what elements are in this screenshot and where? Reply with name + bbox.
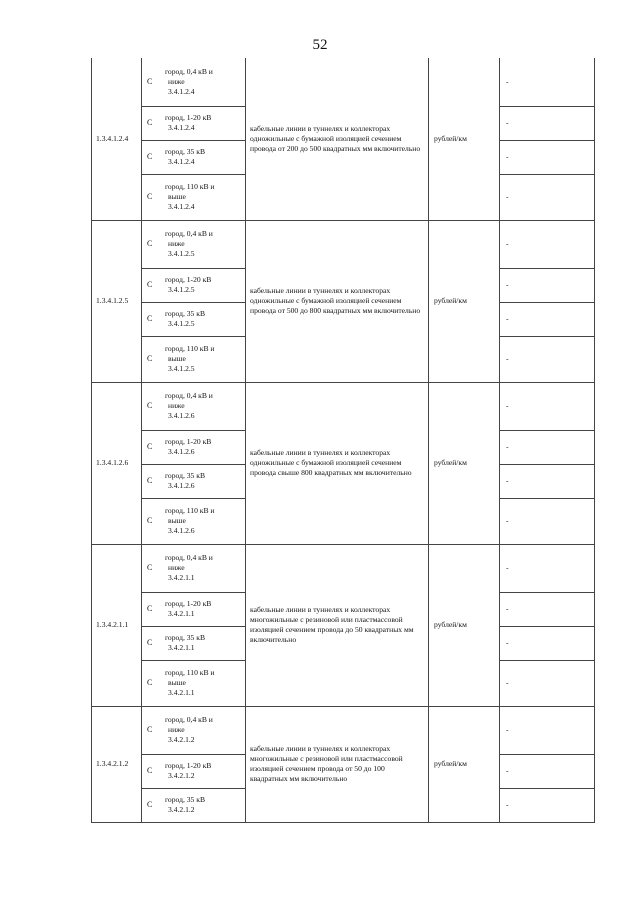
category-mark: С <box>147 766 153 775</box>
price-cell: - <box>500 382 595 430</box>
condition-line: 3.4.2.1.1 <box>168 609 195 618</box>
condition-line: 3.4.2.1.1 <box>168 573 195 582</box>
condition-line: город, 0,4 кВ и <box>165 715 213 724</box>
condition-line: выше <box>168 516 186 525</box>
condition-line: город, 35 кВ <box>165 471 206 480</box>
item-code: 1.3.4.1.2.4 <box>92 58 142 220</box>
item-code: 1.3.4.1.2.5 <box>92 220 142 382</box>
condition-line: ниже <box>168 725 185 734</box>
condition-line: выше <box>168 354 186 363</box>
condition-line: город, 35 кВ <box>165 147 206 156</box>
conditions-cell <box>142 430 246 464</box>
conditions-cell <box>142 268 246 302</box>
price-cell: - <box>500 754 595 788</box>
condition-line: 3.4.2.1.1 <box>168 643 195 652</box>
condition-line: ниже <box>168 239 185 248</box>
table-row <box>92 382 595 430</box>
condition-line: город, 1-20 кВ <box>165 761 212 770</box>
condition-line: 3.4.2.1.2 <box>168 771 195 780</box>
category-mark: С <box>147 76 153 86</box>
unit-cell: рублей/км <box>429 544 500 706</box>
condition-line: 3.4.1.2.5 <box>168 249 195 258</box>
condition-line: 3.4.1.2.4 <box>168 86 195 96</box>
category-mark: С <box>147 442 153 451</box>
condition-line: город, 1-20 кВ <box>165 275 212 284</box>
condition-line: выше <box>168 678 186 687</box>
condition-line: город, 1-20 кВ <box>165 113 212 122</box>
category-mark: С <box>147 152 153 161</box>
price-cell: - <box>500 58 595 106</box>
conditions-cell <box>142 498 246 544</box>
category-mark: С <box>147 239 153 248</box>
item-code: 1.3.4.1.2.6 <box>92 382 142 544</box>
conditions-cell <box>142 106 246 140</box>
conditions-cell <box>142 174 246 220</box>
conditions-cell <box>142 754 246 788</box>
table-row <box>92 544 595 592</box>
category-mark: С <box>147 401 153 410</box>
condition-line: 3.4.1.2.4 <box>168 123 195 132</box>
page-number: 52 <box>312 37 328 53</box>
category-mark: С <box>147 516 153 525</box>
conditions-cell <box>142 660 246 706</box>
price-cell: - <box>500 498 595 544</box>
price-cell: - <box>500 464 595 498</box>
unit-cell: рублей/км <box>429 382 500 544</box>
price-cell: - <box>500 140 595 174</box>
conditions-cell <box>142 336 246 382</box>
item-code: 1.3.4.2.1.2 <box>92 706 142 822</box>
item-description: кабельные линии в туннелях и коллекторах одножильные с бумажной изоляцией сечением провода свыше 800 квадратных мм включительно <box>246 382 429 544</box>
unit-cell: рублей/км <box>429 58 500 220</box>
condition-line: ниже <box>168 563 185 572</box>
category-mark: С <box>147 604 153 613</box>
category-mark: С <box>147 192 153 201</box>
condition-line: выше <box>168 192 186 201</box>
category-mark: С <box>147 563 153 572</box>
category-mark: С <box>147 678 153 687</box>
category-mark: С <box>147 354 153 363</box>
condition-line: город, 110 кВ и <box>165 506 215 515</box>
condition-line: город, 1-20 кВ <box>165 437 212 446</box>
condition-line: 3.4.2.1.2 <box>168 735 195 744</box>
condition-line: 3.4.1.2.6 <box>168 526 195 535</box>
condition-line: город, 110 кВ и <box>165 668 215 677</box>
tariff-table <box>91 58 595 823</box>
condition-line: 3.4.2.1.1 <box>168 688 195 697</box>
item-description: кабельные линии в туннелях и коллекторах многожильные с резиновой или пластмассовой изоляцией сечением провода до 50 квадратных мм включительно <box>246 544 429 706</box>
condition-line: город, 0,4 кВ и <box>165 66 213 76</box>
category-mark: С <box>147 800 153 809</box>
condition-line: 3.4.1.2.5 <box>168 285 195 294</box>
condition-line: 3.4.1.2.6 <box>168 481 195 490</box>
condition-line: 3.4.1.2.4 <box>168 202 195 211</box>
price-cell: - <box>500 706 595 754</box>
condition-line: город, 0,4 кВ и <box>165 229 213 238</box>
condition-line: город, 0,4 кВ и <box>165 553 213 562</box>
category-mark: С <box>147 638 153 647</box>
category-mark: С <box>147 280 153 289</box>
condition-line: город, 35 кВ <box>165 633 206 642</box>
price-cell: - <box>500 174 595 220</box>
price-cell: - <box>500 592 595 626</box>
price-cell: - <box>500 302 595 336</box>
conditions-cell <box>142 626 246 660</box>
conditions-cell <box>142 464 246 498</box>
category-mark: С <box>147 725 153 734</box>
condition-line: 3.4.1.2.6 <box>168 411 195 420</box>
unit-cell: рублей/км <box>429 706 500 822</box>
condition-line: ниже <box>168 401 185 410</box>
price-cell: - <box>500 660 595 706</box>
conditions-cell <box>142 544 246 592</box>
item-description: кабельные линии в туннелях и коллекторах одножильные с бумажной изоляцией сечением провода от 500 до 800 квадратных мм включительно <box>246 220 429 382</box>
unit-cell: рублей/км <box>429 220 500 382</box>
condition-line: город, 110 кВ и <box>165 344 215 353</box>
condition-line: 3.4.2.1.2 <box>168 805 195 814</box>
condition-line: 3.4.1.2.5 <box>168 319 195 328</box>
price-cell: - <box>500 106 595 140</box>
table-row <box>92 706 595 754</box>
condition-line: город, 35 кВ <box>165 795 206 804</box>
table-row <box>92 220 595 268</box>
condition-line: ниже <box>168 76 185 86</box>
conditions-cell <box>142 58 246 106</box>
item-description: кабельные линии в туннелях и коллекторах многожильные с резиновой или пластмассовой изоляцией сечением провода от 50 до 100 квадратных мм включительно <box>246 706 429 822</box>
conditions-cell <box>142 706 246 754</box>
category-mark: С <box>147 314 153 323</box>
conditions-cell <box>142 302 246 336</box>
condition-line: 3.4.1.2.4 <box>168 157 195 166</box>
condition-line: город, 35 кВ <box>165 309 206 318</box>
table-row <box>92 58 595 106</box>
conditions-cell <box>142 382 246 430</box>
price-cell: - <box>500 220 595 268</box>
item-description: кабельные линии в туннелях и коллекторах одножильные с бумажной изоляцией сечением провода от 200 до 500 квадратных мм включительно <box>246 58 429 220</box>
category-mark: С <box>147 476 153 485</box>
condition-line: город, 0,4 кВ и <box>165 391 213 400</box>
condition-line: 3.4.1.2.6 <box>168 447 195 456</box>
price-cell: - <box>500 430 595 464</box>
category-mark: С <box>147 118 153 127</box>
price-cell: - <box>500 544 595 592</box>
price-cell: - <box>500 268 595 302</box>
price-cell: - <box>500 336 595 382</box>
price-cell: - <box>500 626 595 660</box>
condition-line: город, 1-20 кВ <box>165 599 212 608</box>
price-cell: - <box>500 788 595 822</box>
conditions-cell <box>142 592 246 626</box>
item-code: 1.3.4.2.1.1 <box>92 544 142 706</box>
conditions-cell <box>142 220 246 268</box>
conditions-cell <box>142 140 246 174</box>
condition-line: 3.4.1.2.5 <box>168 364 195 373</box>
condition-line: город, 110 кВ и <box>165 182 215 191</box>
conditions-cell <box>142 788 246 822</box>
